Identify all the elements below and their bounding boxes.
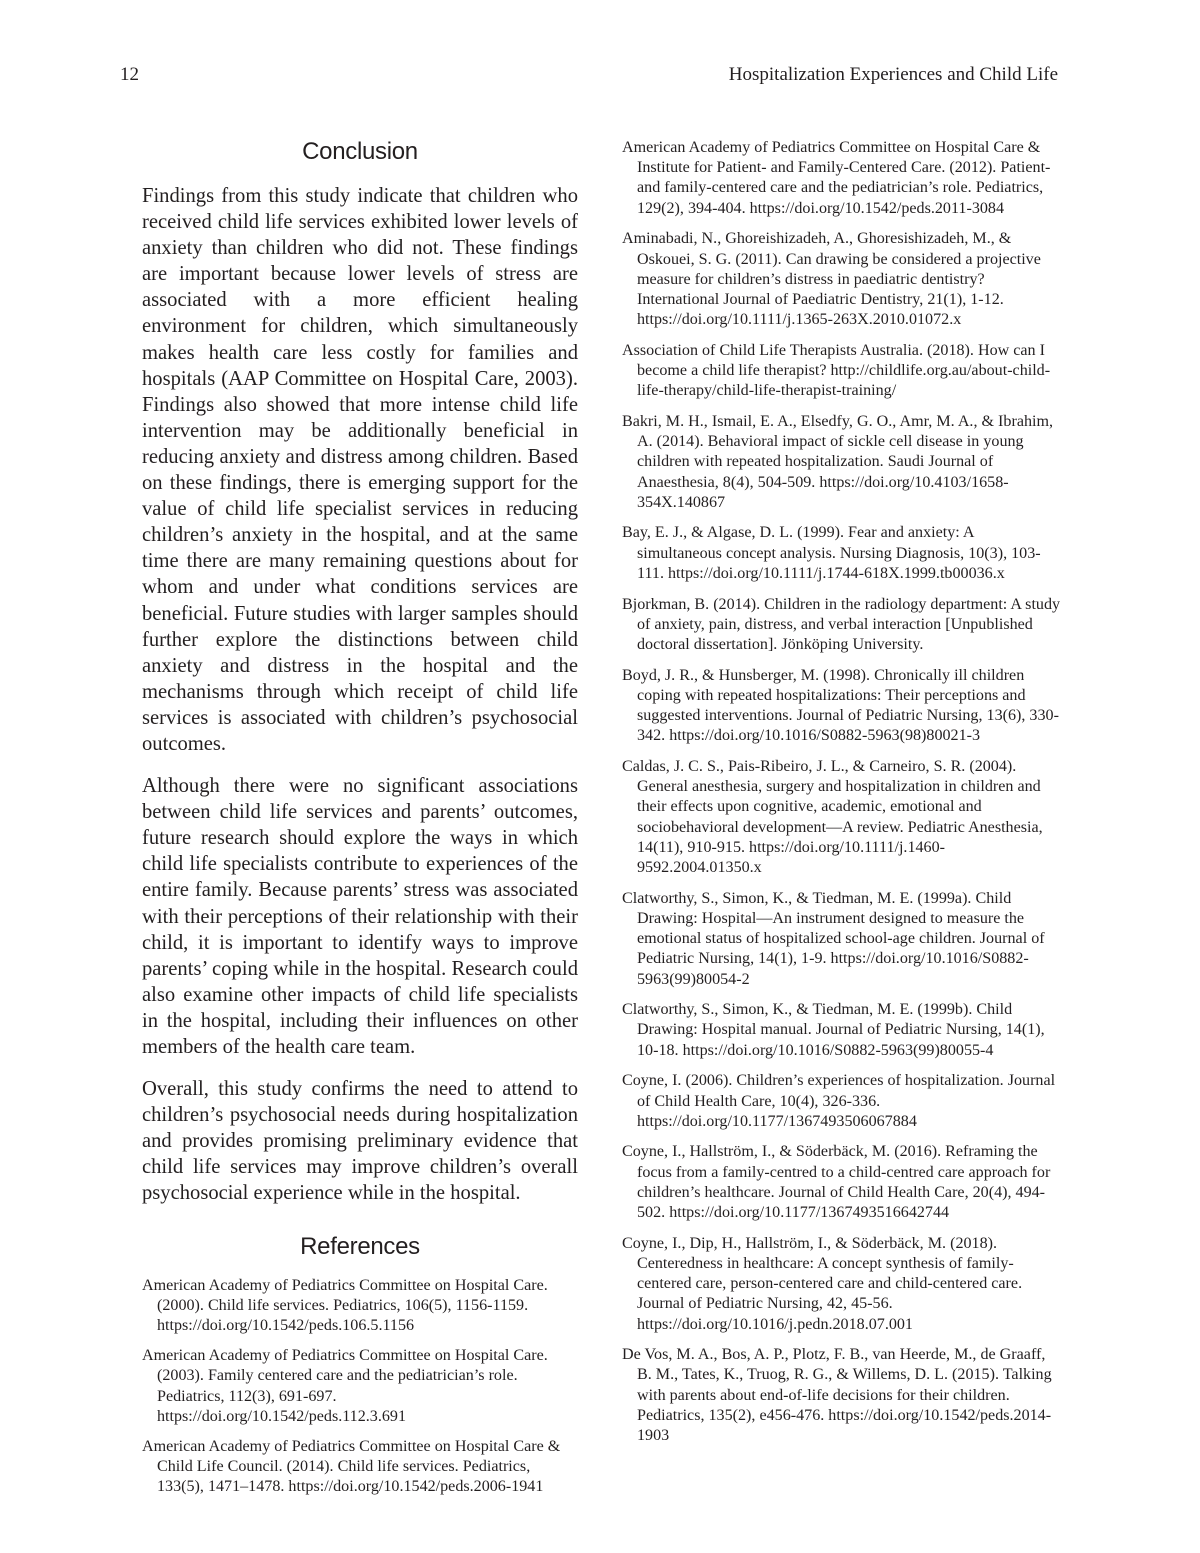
reference-item: Bjorkman, B. (2014). Children in the radiology department: A study of anxiety, pain, distress, and verbal interaction [Unpublished doctoral dissertation]. Jönköping University.: [622, 595, 1061, 653]
reference-list-left: [142, 1276, 578, 1498]
reference-list-right: [622, 138, 1062, 1446]
reference-item: Clatworthy, S., Simon, K., & Tiedman, M. E. (1999b). Child Drawing: Hospital manual. Journal of Pediatric Nursing, 14(1), 10-18. https://doi.org/10.1016/S0882-5963(99)80055-4: [622, 1001, 1045, 1059]
reference-item: Coyne, I. (2006). Children’s experiences of hospitalization. Journal of Child Health Care, 10(4), 326-336. https://doi.org/10.1177/1367493506067884: [622, 1072, 1056, 1130]
page-number: 12: [120, 64, 139, 85]
left-column: [142, 138, 578, 1508]
reference-item: Coyne, I., Dip, H., Hallström, I., & Söderbäck, M. (2018). Centeredness in healthcare: A concept synthesis of family-centered care, person-centered care and child-centered care. Journal of Pediatric Nursing, 42, 45-56. https://doi.org/10.1016/j.pedn.2018.07.001: [622, 1234, 1023, 1333]
conclusion-paragraph-1: Findings from this study indicate that children who received child life services exhibited lower levels of anxiety than children who did not. These findings are important because lower levels of stress are associated with a more efficient healing environment for children, which simultaneously makes health care less costly for families and hospitals (AAP Committee on Hospital Care, 2003). Findings also showed that more intense child life intervention may be additionally beneficial in reducing anxiety and distress among children. Based on these findings, there is emerging support for the value of child life specialist services in reducing children’s anxiety in the hospital, and at the same time there are many remaining questions about for whom and under what conditions services are beneficial. Future studies with larger samples should further explore the distinctions between child anxiety and distress in the hospital and the mechanisms through which receipt of child life services is associated with children’s psychosocial outcomes.: [142, 185, 578, 755]
conclusion-paragraph-3: Overall, this study confirms the need to attend to children’s psychosocial needs during hospitalization and provides promising preliminary evidence that child life services may improve children’s overall psychosocial experience while in the hospital.: [142, 1078, 578, 1205]
running-title: Hospitalization Experiences and Child Life: [728, 64, 1058, 85]
reference-item: Bay, E. J., & Algase, D. L. (1999). Fear and anxiety: A simultaneous concept analysis. Nursing Diagnosis, 10(3), 103-111. https://doi.org/10.1111/j.1744-618X.1999.tb00036.x: [622, 524, 1041, 582]
reference-item: American Academy of Pediatrics Committee on Hospital Care & Child Life Council. (2014). Child life services. Pediatrics, 133(5), 1471–1478. https://doi.org/10.1542/peds.2006-1941: [142, 1437, 561, 1496]
reference-item: Boyd, J. R., & Hunsberger, M. (1998). Chronically ill children coping with repeated hospitalizations: Their perceptions and suggested interventions. Journal of Pediatric Nursing, 13(6), 330-342. https://doi.org/10.1016/S0882-5963(98)80021-3: [622, 666, 1059, 745]
reference-item: De Vos, M. A., Bos, A. P., Plotz, F. B., van Heerde, M., de Graaff, B. M., Tates, K., Truog, R. G., & Willems, D. L. (2015). Talking with parents about end-of-life decisions for their children. Pediatrics, 135(2), e456-476. https://doi.org/10.1542/peds.2014-1903: [622, 1346, 1052, 1445]
reference-item: Aminabadi, N., Ghoreishizadeh, A., Ghoresishizadeh, M., & Oskouei, S. G. (2011). Can drawing be considered a projective measure for children’s distress in paediatric dentistry? International Journal of Paediatric Dentistry, 21(1), 1-12. https://doi.org/10.1111/j.1365-263X.2010.01072.x: [622, 230, 1041, 329]
reference-item: Bakri, M. H., Ismail, E. A., Elsedfy, G. O., Amr, M. A., & Ibrahim, A. (2014). Behavioral impact of sickle cell disease in young children with repeated hospitalization. Saudi Journal of Anaesthesia, 8(4), 504-509. https://doi.org/10.4103/1658-354X.140867: [622, 412, 1054, 511]
reference-item: Clatworthy, S., Simon, K., & Tiedman, M. E. (1999a). Child Drawing: Hospital—An instrument designed to measure the emotional status of hospitalized school-age children. Journal of Pediatric Nursing, 14(1), 1-9. https://doi.org/10.1016/S0882-5963(99)80054-2: [622, 889, 1045, 988]
reference-item: American Academy of Pediatrics Committee on Hospital Care & Institute for Patient- and Family-Centered Care. (2012). Patient- and family-centered care and the pediatrician’s role. Pediatrics, 129(2), 394-404. https://doi.org/10.1542/peds.2011-3084: [622, 139, 1051, 217]
reference-item: Caldas, J. C. S., Pais-Ribeiro, J. L., & Carneiro, S. R. (2004). General anesthesia, surgery and hospitalization in children and their effects upon cognitive, academic, emotional and sociobehavioral development—A review. Pediatric Anesthesia, 14(11), 910-915. https://doi.org/10.1111/j.1460-9592.2004.01350.x: [622, 757, 1043, 876]
references-heading: References: [300, 1232, 420, 1260]
reference-item: American Academy of Pediatrics Committee on Hospital Care. (2003). Family centered care and the pediatrician’s role. Pediatrics, 112(3), 691-697. https://doi.org/10.1542/peds.112.3.691: [142, 1347, 548, 1425]
conclusion-heading: Conclusion: [302, 138, 418, 165]
reference-item: Association of Child Life Therapists Australia. (2018). How can I become a child life therapist? http://childlife.org.au/about-child-life-therapy/child-life-therapist-training/: [622, 341, 1051, 400]
right-column: [622, 138, 1062, 1457]
reference-item: American Academy of Pediatrics Committee on Hospital Care. (2000). Child life services. Pediatrics, 106(5), 1156-1159. https://doi.org/10.1542/peds.106.5.1156: [142, 1276, 548, 1334]
conclusion-paragraph-2: Although there were no significant associations between child life services and parents’ outcomes, future research should explore the ways in which child life specialists contribute to experiences of the entire family. Because parents’ stress was associated with their perceptions of their relationship with their child, it is important to identify ways to improve parents’ coping while in the hospital. Research could also examine other impacts of child life specialists in the hospital, including their influences on other members of the health care team.: [142, 775, 578, 1058]
reference-item: Coyne, I., Hallström, I., & Söderbäck, M. (2016). Reframing the focus from a family-centred to a child-centred care approach for children’s healthcare. Journal of Child Health Care, 20(4), 494-502. https://doi.org/10.1177/1367493516642744: [622, 1143, 1051, 1222]
